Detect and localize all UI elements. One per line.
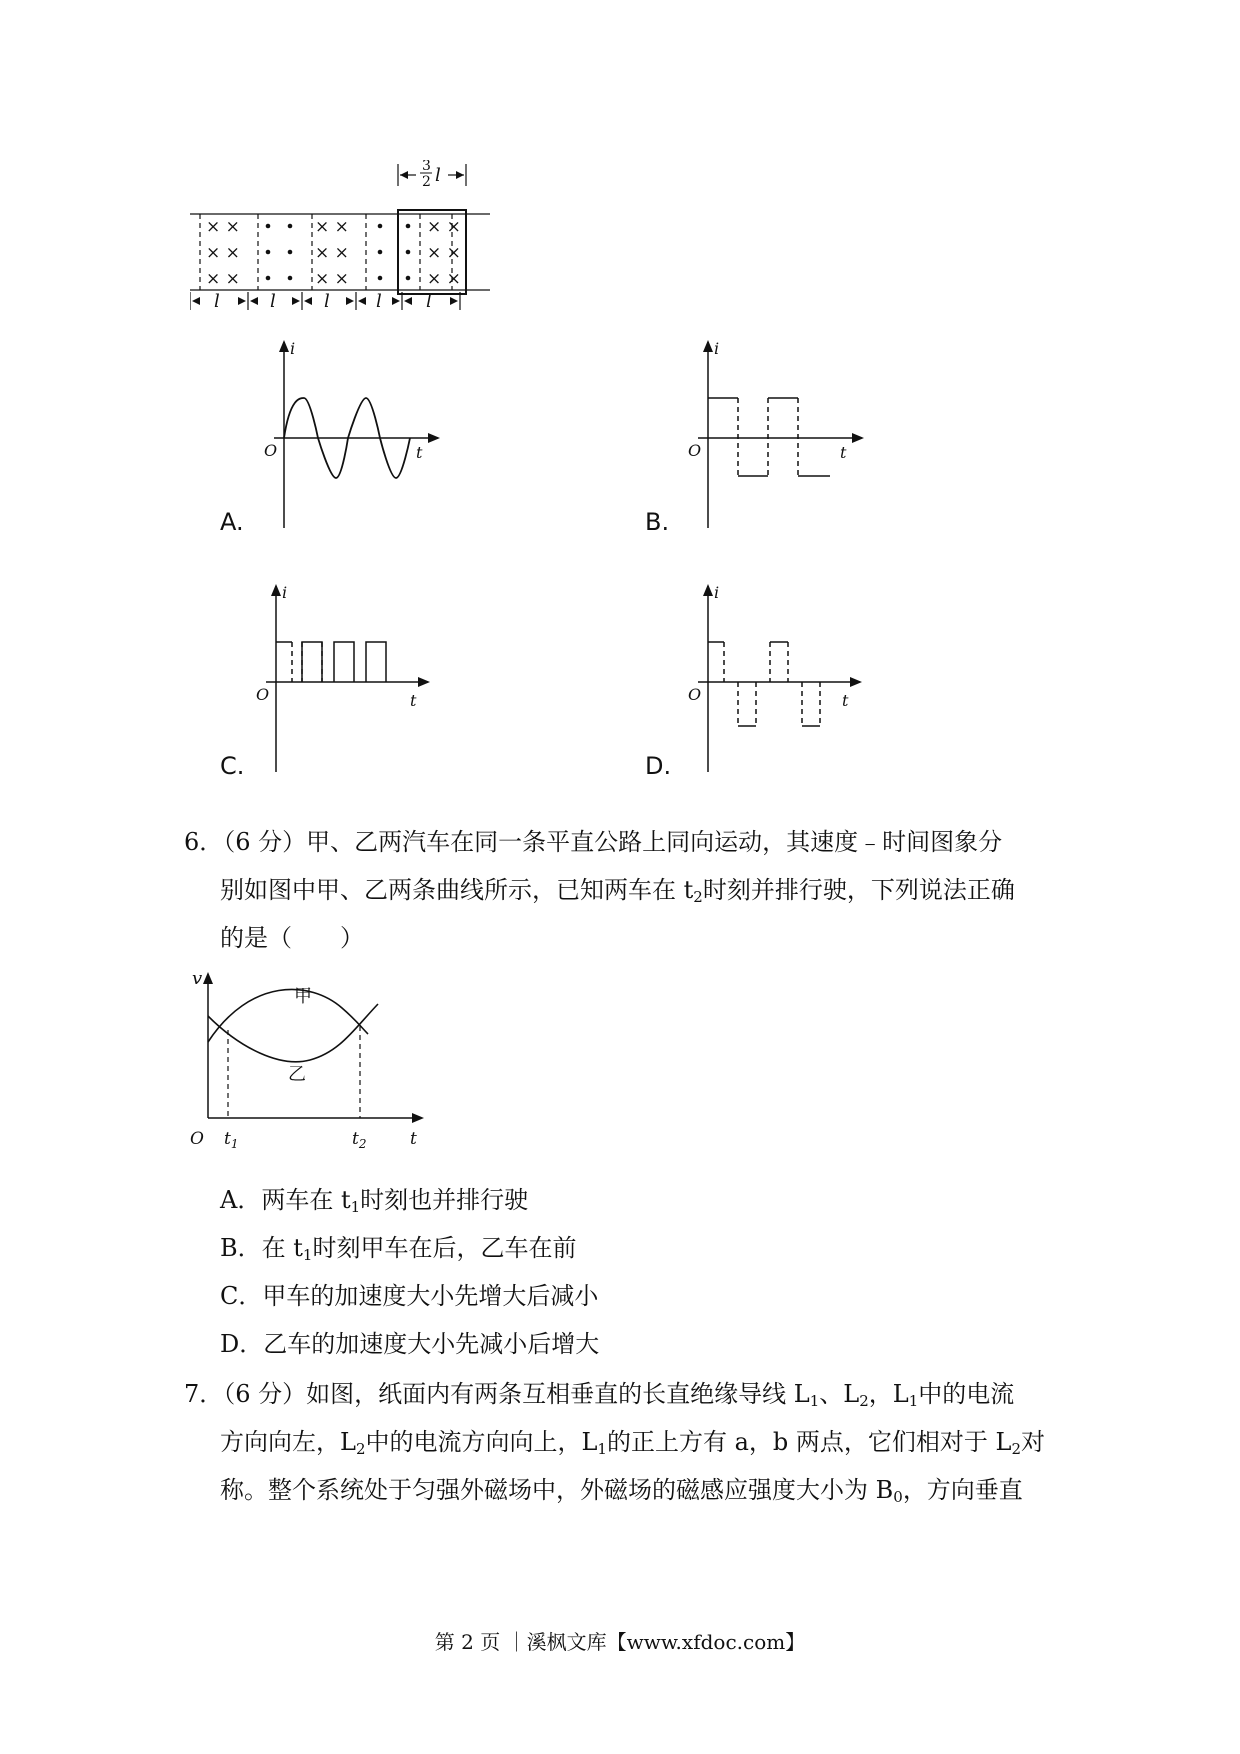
origin-label: O [688, 685, 702, 704]
length-label-3: l [324, 291, 330, 310]
curve-yi-label: 乙 [288, 1064, 306, 1085]
axis-t-label: t [410, 1129, 417, 1149]
axis-i-label: i [714, 339, 720, 358]
svg-text:× ×: × × [427, 217, 461, 237]
q7-stem-line1: 7．（6 分）如图，纸面内有两条互相垂直的长直绝缘导线 $L_1$、$L_2$，$L_1$中的电流 [184, 1380, 1015, 1410]
q7-stem-line3: 称。整个系统处于匀强外磁场中，外磁场的磁感应强度大小为 $B_0$，方向垂直 [220, 1476, 1023, 1506]
origin-label: O [688, 441, 702, 460]
origin-label: O [256, 685, 270, 704]
axis-t-label: t [410, 691, 417, 710]
axis-i-label: i [282, 583, 288, 602]
q6-option-b: B．在 $t_1$时刻甲车在后，乙车在前 [220, 1234, 577, 1264]
length-label-4: l [376, 291, 382, 310]
length-label-5: l [426, 291, 432, 310]
axis-i-label: i [290, 339, 296, 358]
t1-label: $t_1$ [224, 1129, 239, 1150]
length-label-1: l [214, 291, 220, 310]
axis-i-label: i [714, 583, 720, 602]
svg-text:× ×: × × [315, 269, 349, 289]
axis-t-label: t [842, 691, 849, 710]
q6-stem-line2: 别如图中甲、乙两条曲线所示，已知两车在 $t_2$时刻并排行驶，下列说法正确 [220, 876, 1015, 906]
q7-stem-line2: 方向向左，$L_2$中的电流方向向上，$L_1$的正上方有 a，b 两点，它们相对于 $L_2$对 [220, 1428, 1046, 1458]
option-c-label: C. [220, 752, 245, 780]
q6-option-d: D．乙车的加速度大小先减小后增大 [220, 1330, 600, 1358]
q6-option-a: A．两车在 $t_1$时刻也并排行驶 [220, 1186, 529, 1216]
length-label-2: l [270, 291, 276, 310]
svg-text:× ×: × × [315, 243, 349, 263]
page-footer: 第 2 页 ｜溪枫文库【www.xfdoc.com】 [434, 1630, 806, 1654]
q6-option-c: C．甲车的加速度大小先增大后减小 [220, 1282, 599, 1310]
curve-jia-label: 甲 [294, 986, 312, 1007]
axis-t-label: t [840, 443, 847, 462]
svg-text:× ×: × × [206, 217, 240, 237]
option-a-label: A. [220, 508, 244, 536]
origin-label: O [264, 441, 278, 460]
svg-text:× ×: × × [427, 243, 461, 263]
graph-c [252, 582, 432, 772]
origin-label: O [190, 1129, 204, 1149]
q6-stem-line3: 的是（ ） [220, 924, 364, 952]
graph-b [684, 338, 864, 528]
t2-label: $t_2$ [352, 1129, 367, 1150]
fraction-l: l [435, 165, 441, 186]
axis-v-label: v [192, 968, 203, 989]
option-b-label: B. [645, 508, 670, 536]
magnetic-field-figure [190, 160, 490, 310]
svg-text:× ×: × × [206, 243, 240, 263]
q6-velocity-time-graph [190, 968, 430, 1150]
option-d-label: D. [645, 752, 672, 780]
fraction-denominator: 2 [422, 174, 431, 190]
svg-text:× ×: × × [315, 217, 349, 237]
fraction-numerator: 3 [422, 160, 431, 174]
svg-text:× ×: × × [206, 269, 240, 289]
q6-stem-line1: 6．（6 分）甲、乙两汽车在同一条平直公路上同向运动，其速度﹣时间图象分 [184, 828, 1003, 856]
axis-t-label: t [416, 443, 423, 462]
svg-text:× ×: × × [427, 269, 461, 289]
graph-d [684, 582, 864, 772]
graph-a [260, 338, 440, 528]
